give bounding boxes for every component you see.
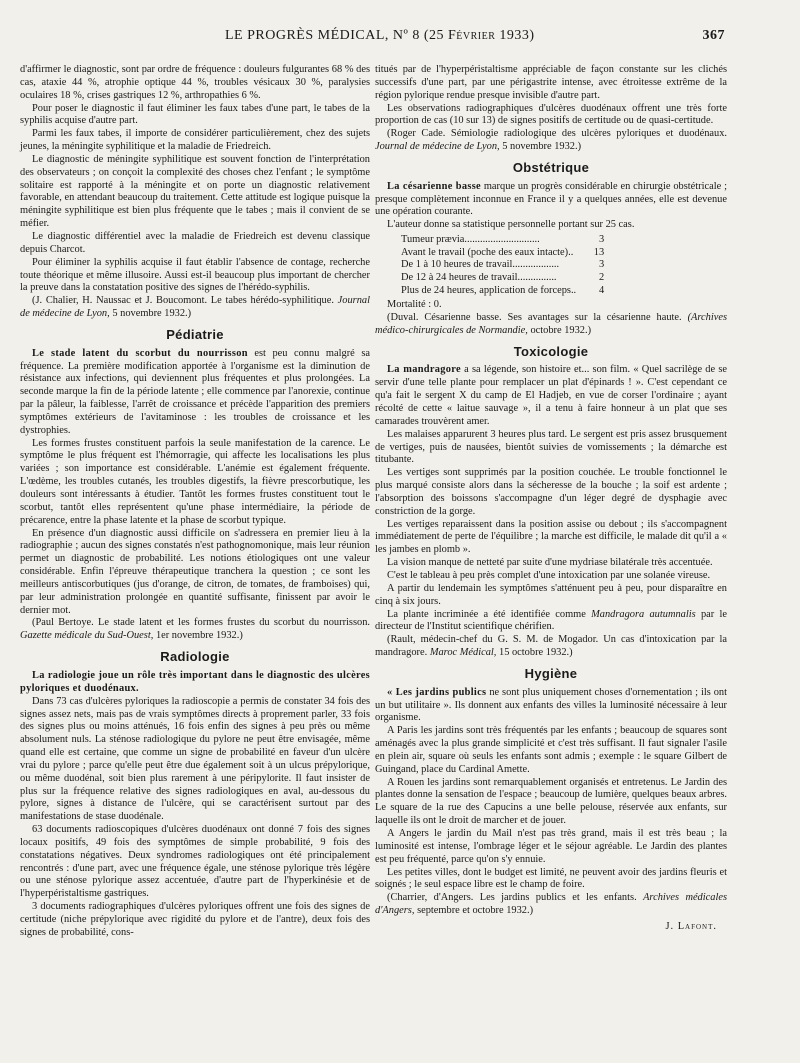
paragraph-text: La plante incriminée a été identifiée comme — [387, 608, 586, 620]
paragraph-text: a sa légende, son histoire et... son film. « Quel sacrilège de se servir d'une telle plante pour remplacer un plat d'épinards ! ». C'est cependant ce qu'a fait le sergent X du camp de El Hadjeb, en vue de corser l'ordinaire ; ayant récolté de cette « laitue sauvage », il a tenu à faire honneur à un plat que ses camarades trouvèrent amer. — [375, 364, 727, 427]
paragraph: Pour poser le diagnostic il faut éliminer les faux tabes d'une part, le tabes de la syphilis acquise d'autre part. — [20, 102, 370, 127]
reference-text: (Charrier, d'Angers. Les jardins publics et les enfants. — [387, 892, 637, 904]
author-signature: J. Lafont. — [665, 920, 717, 932]
reference — [20, 295, 370, 321]
lead-phrase: « Les jardins publics — [387, 686, 487, 698]
reference — [375, 634, 727, 660]
section-heading-radiologie: Radiologie — [160, 649, 230, 665]
paragraph: A Angers le jardin du Mail n'est pas très grand, mais il est très beau ; la luminosité est intense, l'ombrage léger et le séjour agréable. Le Jardin des plantes est peu fréquenté, parce qu'on s'y ennuie. — [375, 828, 727, 865]
lead-phrase: La mandragore — [387, 364, 461, 376]
statistics-value: 3 — [598, 234, 605, 246]
reference — [375, 128, 727, 154]
statistics-row — [401, 234, 604, 247]
paragraph: Les formes frustes constituent parfois la seule manifestation de la carence. Le symptôme le plus fréquent est l'hémorragie, qui affecte les localisations les plus variées ; son importance est considérable. L'anémie est également fréquente. L'œdème, les troubles cutanés, les troubles digestifs, la fièvre prescorbutique, les douleurs sont intéressants à étudier. Tantôt les formes frustes constituent tout le scorbut, tantôt elles représentent qu'une phase intermédiaire, la période de précarence, entre la phase latente et la phase de scorbut typique. — [20, 437, 370, 526]
paragraph: A partir du lendemain les symptômes s'atténuent peu à peu, pour disparaître en cinq à six jours. — [375, 582, 727, 607]
reference-date: 5 novembre 1932.) — [502, 141, 582, 153]
reference — [375, 312, 727, 338]
statistics-value: 13 — [593, 246, 605, 258]
paragraph: Les vertiges sont supprimés par la position couchée. Le trouble fonctionnel le plus marqué consiste alors dans la sécheresse de la bouche ; la soif est ardente ; l'absorption des boissons s'accompagne d'un léger degré de dysphagie avec constriction de la gorge. — [375, 467, 727, 517]
statistics-label: De 1 à 10 heures de travail.................. — [401, 259, 560, 271]
paragraph-text: par le directeur de l'Institut scientifique chérifien. — [375, 608, 727, 633]
reference-text: (Duval. Césarienne basse. Ses avantages sur la césarienne haute. — [387, 311, 682, 323]
reference-journal: Journal de médecine de Lyon, — [20, 295, 370, 320]
reference-journal: Journal de médecine de Lyon, — [375, 141, 500, 153]
statistics-label: Avant le travail (poche des eaux intacte).. — [401, 246, 574, 258]
paragraph: La vision manque de netteté par suite d'une mydriase bilatérale très accentuée. — [387, 557, 713, 569]
reference-journal: (Archives médico-chirurgicales de Normandie, — [375, 311, 728, 336]
reference-text: (Roger Cade. Sémiologie radiologique des ulcères pyloriques et duodénaux. — [387, 128, 727, 140]
paragraph: Parmi les faux tabes, il importe de considérer particulièrement, chez des sujets jeunes, la méningite syphilitique et la maladie de Friedreich. — [20, 128, 370, 153]
paragraph: L'auteur donne sa statistique personnelle portant sur 25 cas. — [387, 219, 635, 231]
lead-phrase: Le stade latent du scorbut du nourrisson — [32, 347, 248, 359]
lead-phrase: La radiologie joue un rôle très important dans le diagnostic des ulcères pyloriques et duodénaux. — [20, 669, 370, 694]
statistics-row — [401, 247, 604, 260]
reference-date: 15 octobre 1932.) — [499, 647, 573, 659]
reference-date: 5 novembre 1932.) — [112, 308, 192, 320]
reference-journal: Archives médicales d'Angers, — [375, 892, 727, 917]
statistics-label: Plus de 24 heures, application de forceps.. — [401, 284, 577, 296]
paragraph — [375, 364, 727, 428]
statistics-label: Tumeur prævia............................. — [401, 234, 540, 246]
section-heading-toxicologie: Toxicologie — [513, 343, 589, 359]
statistics-row — [401, 272, 604, 285]
paragraph-text: est peu connu malgré sa fréquence. La première modification apportée à l'organisme est la diminution de résistance aux infections, qui deviennent plus fréquentes et plus prolongées. La seconde marque la fin de la période latente ; elle commence par l'anorexie, continue par la pâleur, la faiblesse, l'arrêt de croissance et précède l'apparition des premiers symptômes extérieurs de l'avitaminose : les troubles de croissance et les dystrophies. — [20, 347, 370, 436]
reference-text: (Rault, médecin-chef du G. S. M. de Mogador. Un cas d'intoxication par la mandragore. — [375, 634, 727, 659]
reference — [375, 892, 727, 918]
paragraph — [20, 670, 370, 696]
paragraph: Mortalité : 0. — [387, 299, 442, 311]
statistics-value: 3 — [598, 259, 605, 271]
paragraph: A Rouen les jardins sont remarquablement organisés et entretenus. Le Jardin des plantes donne la sensation de l'espace ; beaucoup de lumière, quelques beaux arbres. Le square de la rue des Capucins a une belle pelouse, réservée aux enfants, sur laquelle ils ont le droit de marcher et de jouer. — [375, 776, 727, 827]
paragraph: d'affirmer le diagnostic, sont par ordre de fréquence : douleurs fulgurantes 68 % des cas, ataxie 44 %, atrophie optique 44 %, troubles vésicaux 30 %, paralysies oculaires 18 %, crises gastriques 12 %, arthropathies 6 %. — [20, 64, 370, 101]
paragraph: C'est le tableau à peu près complet d'une intoxication par une solanée vireuse. — [387, 569, 711, 581]
paragraph: A Paris les jardins sont très fréquentés par les enfants ; beaucoup de squares sont aménagés avec la plus grande simplicité et c'est très suffisant. Il faut signaler l'asile en plein air, square où seuls les enfants sont admis ; exemple : le square Gilbert de Guingand, place du Cardinal Amette. — [375, 725, 727, 775]
section-heading-hygiene: Hygiène — [524, 665, 578, 681]
reference-journal: Maroc Médical, — [429, 647, 497, 659]
paragraph — [375, 181, 727, 220]
paragraph — [375, 687, 727, 726]
running-header — [225, 28, 725, 44]
paragraph: titués par de l'hyperpéristaltisme appréciable de façon constante sur les clichés successifs d'une part, par une périgastrite intense, avec étroitesse extrême de la région pylorique rendue presque invisible d'autre part. — [375, 64, 727, 101]
running-title: LE PROGRÈS MÉDICAL, Nº 8 (25 Février 1933) — [225, 28, 535, 43]
statistics-value: 4 — [598, 284, 605, 296]
paragraph-text: marque un progrès considérable en chirurgie obstétricale ; presque complètement inconnue en France il y a quelques années, elle est devenue une opération courante. — [375, 180, 727, 218]
paragraph: Les observations radiographiques d'ulcères duodénaux offrent une très forte proportion de cas (10 sur 13) de signes positifs de certitude ou de quasi-certitude. — [375, 102, 727, 127]
reference-date: 1er novembre 1932.) — [155, 630, 243, 642]
statistics-row — [401, 285, 604, 298]
paragraph: Dans 73 cas d'ulcères pyloriques la radioscopie a permis de constater 34 fois des signes assez nets, mais pas de vrais symptômes directs à proprement parler, 33 fois des signes plus ou moins atténués, 16 fois enfin des signes à peu près ou même absolument nuls. La sténose radiologique du pylore ne peut être envisagée, même quand elle est certaine, que comme un signe de probabilité en faveur d'un ulcère vrai du pylore ; parce qu'elle peut être due également soit à un ulcus prépylorique, ou même duodénal, soit bien plus rarement à une péripylorite. Il faut insister de plus sur la fréquence relative des signes radiologiques en aval, au-dessous du pylore, signes à distance de l'ulcère, qui se caractérisent surtout par des manifestations de stase duodénale. — [20, 695, 370, 823]
statistics-row — [401, 259, 604, 272]
paragraph: Le diagnostic différentiel avec la maladie de Friedreich est devenu classique depuis Charcot. — [20, 230, 370, 255]
reference-journal: Gazette médicale du Sud-Ouest, — [20, 630, 154, 642]
statistics-table — [401, 234, 604, 297]
paragraph: Les petites villes, dont le budget est limité, ne peuvent avoir des jardins fleuris et soignés ; le seul espace libre est le champ de foire. — [375, 866, 727, 891]
statistics-label: De 12 à 24 heures de travail............... — [401, 271, 557, 283]
paragraph: Les malaises apparurent 3 heures plus tard. Le sergent est pris assez brusquement de vertiges, puis de nausées, bientôt suivies de vomissements ; la démarche est titubante. — [375, 428, 727, 466]
paragraph: Pour éliminer la syphilis acquise il faut établir l'absence de contage, recherche toute théorique et même illusoire. Aussi est-il beaucoup plus important de chercher la preuve dans la constatation positive des signes de l'hérédo-syphilis. — [20, 256, 370, 294]
paragraph: Le diagnostic de méningite syphilitique est souvent fonction de l'interprétation des observateurs ; on conçoit la complexité des choses chez l'enfant ; le symptôme solitaire est rapporté à la méningite et on porte un diagnostic relativement favorable, en attendant beaucoup du traitement. Cette attitude est logique puisque la méningite syphilitique est bien plus fréquente que le tabes ; mais il convient de se méfier. — [20, 153, 370, 230]
statistics-value: 2 — [598, 271, 605, 283]
lead-phrase: La césarienne basse — [387, 180, 481, 192]
paragraph: En présence d'un diagnostic aussi difficile on s'adressera en premier lieu à la radiographie ; aucun des signes constatés n'est pathognomonique, mais leur réunion permet un diagnostic de probabilité. Les notions étiologiques ont une valeur considérable. Enfin l'épreuve thérapeutique tranchera la question ; ce sont les meilleurs antiscorbutiques (jus d'orange, de citron, de tomates, de framboises) qui, par leur administration prolongée en quantité suffisante, finissent par avoir le dernier mot. — [20, 527, 370, 616]
paragraph — [20, 348, 370, 438]
page-number: 367 — [702, 28, 725, 43]
section-heading-obstetrique: Obstétrique — [512, 159, 590, 175]
reference-date: octobre 1932.) — [530, 324, 592, 336]
paragraph-text: ne sont plus uniquement choses d'ornementation ; ils ont un but utilitaire ». Ils donnent aux enfants des villes la luminosité nécessaire à leur organisme. — [375, 686, 727, 724]
species-name: Mandragora autumnalis — [591, 608, 696, 620]
paragraph: Les vertiges reparaissent dans la position assise ou debout ; ils s'accompagnent immédiatement de perte de l'équilibre ; la marche est difficile, le malade dit qu'il a « les jambes en plomb ». — [375, 518, 727, 556]
paragraph: 63 documents radioscopiques d'ulcères duodénaux ont donné 7 fois des signes locaux positifs, 49 fois des symptômes de simple probabilité, 9 fois des constatations négatives. Deux syndromes radiologiques ont été principalement rencontrés : d'une part, avec une fréquence égale, une sténose pylorique très légère ou une sténose pylorique assez accentuée, d'autre part de l'hyperkinésie et de l'hyperpéristaltisme gastriques. — [20, 824, 370, 900]
reference-date: septembre et octobre 1932.) — [417, 905, 534, 917]
reference-text: (Paul Bertoye. Le stade latent et les formes frustes du scorbut du nourrisson. — [32, 617, 370, 629]
reference — [20, 617, 370, 643]
section-heading-pediatrie: Pédiatrie — [166, 326, 224, 342]
right-column — [375, 64, 727, 934]
left-column — [20, 64, 370, 940]
paragraph: 3 documents radiographiques d'ulcères pyloriques offrent une fois des signes de certitude (niche prépylorique avec rigidité du pylore et de l'antre), deux fois des signes de probabilité, cons- — [20, 901, 370, 938]
reference-text: (J. Chalier, H. Naussac et J. Boucomont. Le tabes hérédo-syphilitique. — [32, 295, 334, 307]
paragraph — [375, 609, 727, 635]
